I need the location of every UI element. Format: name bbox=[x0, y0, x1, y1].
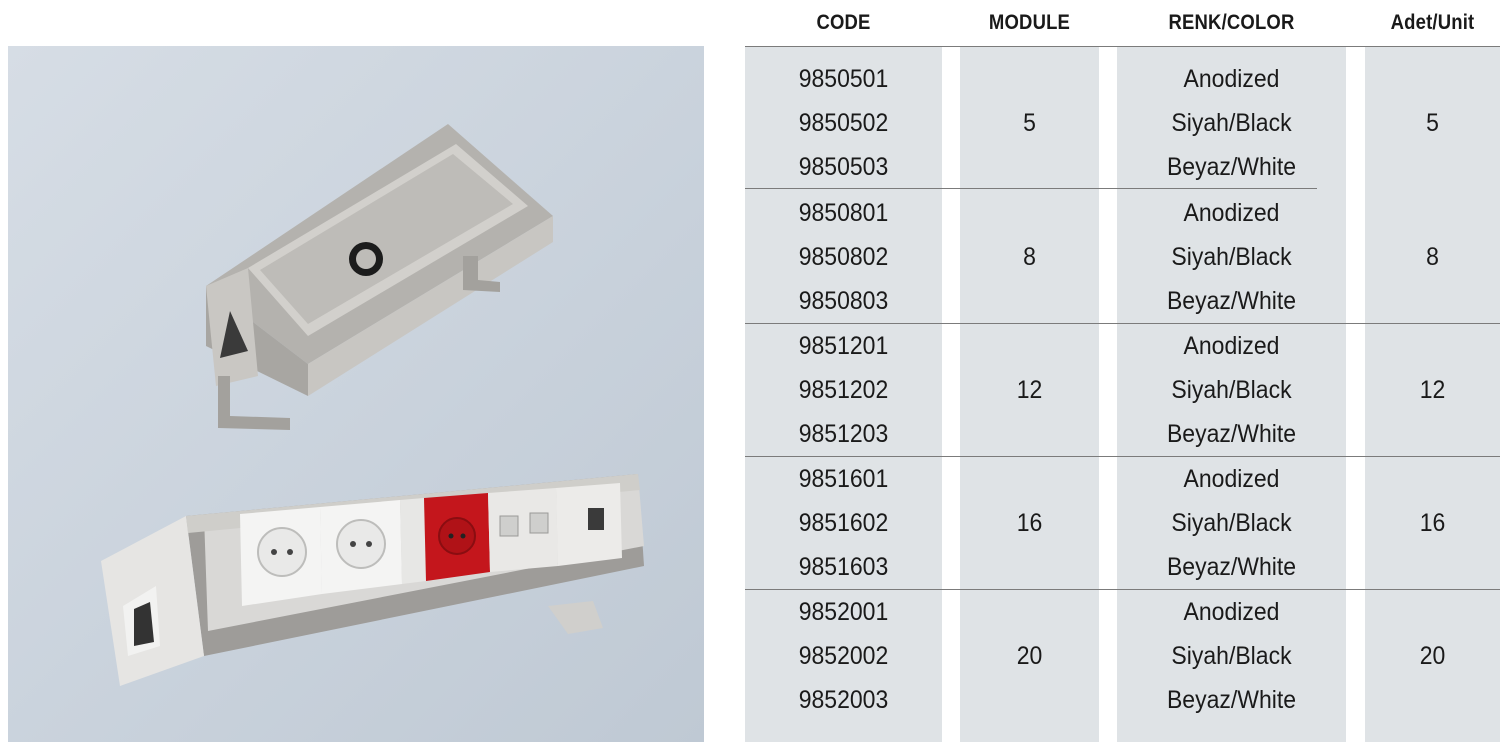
module-cell bbox=[966, 190, 1094, 323]
table-row bbox=[0, 456, 1509, 589]
header-module: MODULE bbox=[988, 11, 1071, 34]
color-cell bbox=[1126, 589, 1337, 722]
product-code: 9850502 bbox=[798, 108, 889, 137]
unit-cell bbox=[1370, 190, 1494, 323]
product-code: 9852003 bbox=[798, 685, 889, 714]
table-row bbox=[0, 323, 1509, 456]
unit-cell bbox=[1370, 456, 1494, 589]
module-value: 5 bbox=[1023, 108, 1036, 137]
module-cell bbox=[966, 56, 1094, 189]
color-cell bbox=[1126, 190, 1337, 323]
code-cell bbox=[753, 323, 934, 456]
color-cell bbox=[1126, 323, 1337, 456]
table-row bbox=[0, 190, 1509, 323]
product-code: 9851201 bbox=[798, 331, 889, 360]
product-code: 9850803 bbox=[798, 286, 889, 315]
code-cell bbox=[753, 56, 934, 189]
product-code: 9850501 bbox=[798, 64, 889, 93]
module-value: 8 bbox=[1023, 242, 1036, 271]
color-option: Anodized bbox=[1183, 464, 1280, 493]
module-value: 16 bbox=[1016, 508, 1043, 537]
header-unit: Adet/Unit bbox=[1390, 11, 1475, 34]
module-value: 20 bbox=[1016, 641, 1043, 670]
color-option: Anodized bbox=[1183, 597, 1280, 626]
color-option: Beyaz/White bbox=[1166, 152, 1297, 181]
color-option: Siyah/Black bbox=[1171, 108, 1292, 137]
color-option: Beyaz/White bbox=[1166, 419, 1297, 448]
module-cell bbox=[966, 323, 1094, 456]
product-code: 9851602 bbox=[798, 508, 889, 537]
color-option: Siyah/Black bbox=[1171, 508, 1292, 537]
color-option: Siyah/Black bbox=[1171, 375, 1292, 404]
unit-cell bbox=[1370, 323, 1494, 456]
product-code: 9851203 bbox=[798, 419, 889, 448]
color-option: Anodized bbox=[1183, 198, 1280, 227]
color-option: Beyaz/White bbox=[1166, 552, 1297, 581]
unit-value: 16 bbox=[1419, 508, 1446, 537]
header-color: RENK/COLOR bbox=[1168, 11, 1295, 34]
product-code: 9850503 bbox=[798, 152, 889, 181]
unit-cell bbox=[1370, 589, 1494, 722]
code-cell bbox=[753, 456, 934, 589]
header-code: CODE bbox=[816, 11, 871, 34]
unit-value: 5 bbox=[1426, 108, 1439, 137]
module-cell bbox=[966, 456, 1094, 589]
color-option: Beyaz/White bbox=[1166, 286, 1297, 315]
unit-cell bbox=[1370, 56, 1494, 189]
module-value: 12 bbox=[1016, 375, 1043, 404]
product-code: 9852002 bbox=[798, 641, 889, 670]
product-code: 9851202 bbox=[798, 375, 889, 404]
unit-value: 12 bbox=[1419, 375, 1446, 404]
color-option: Beyaz/White bbox=[1166, 685, 1297, 714]
product-code: 9851603 bbox=[798, 552, 889, 581]
color-cell bbox=[1126, 56, 1337, 189]
color-option: Anodized bbox=[1183, 331, 1280, 360]
unit-value: 20 bbox=[1419, 641, 1446, 670]
unit-value: 8 bbox=[1426, 242, 1439, 271]
table-row bbox=[0, 589, 1509, 722]
code-cell bbox=[753, 589, 934, 722]
code-cell bbox=[753, 190, 934, 323]
color-option: Siyah/Black bbox=[1171, 641, 1292, 670]
product-code: 9851601 bbox=[798, 464, 889, 493]
color-option: Siyah/Black bbox=[1171, 242, 1292, 271]
color-option: Anodized bbox=[1183, 64, 1280, 93]
product-code: 9852001 bbox=[798, 597, 889, 626]
table-row bbox=[0, 56, 1509, 189]
header-rule bbox=[745, 46, 1500, 47]
module-cell bbox=[966, 589, 1094, 722]
product-code: 9850801 bbox=[798, 198, 889, 227]
product-code: 9850802 bbox=[798, 242, 889, 271]
color-cell bbox=[1126, 456, 1337, 589]
